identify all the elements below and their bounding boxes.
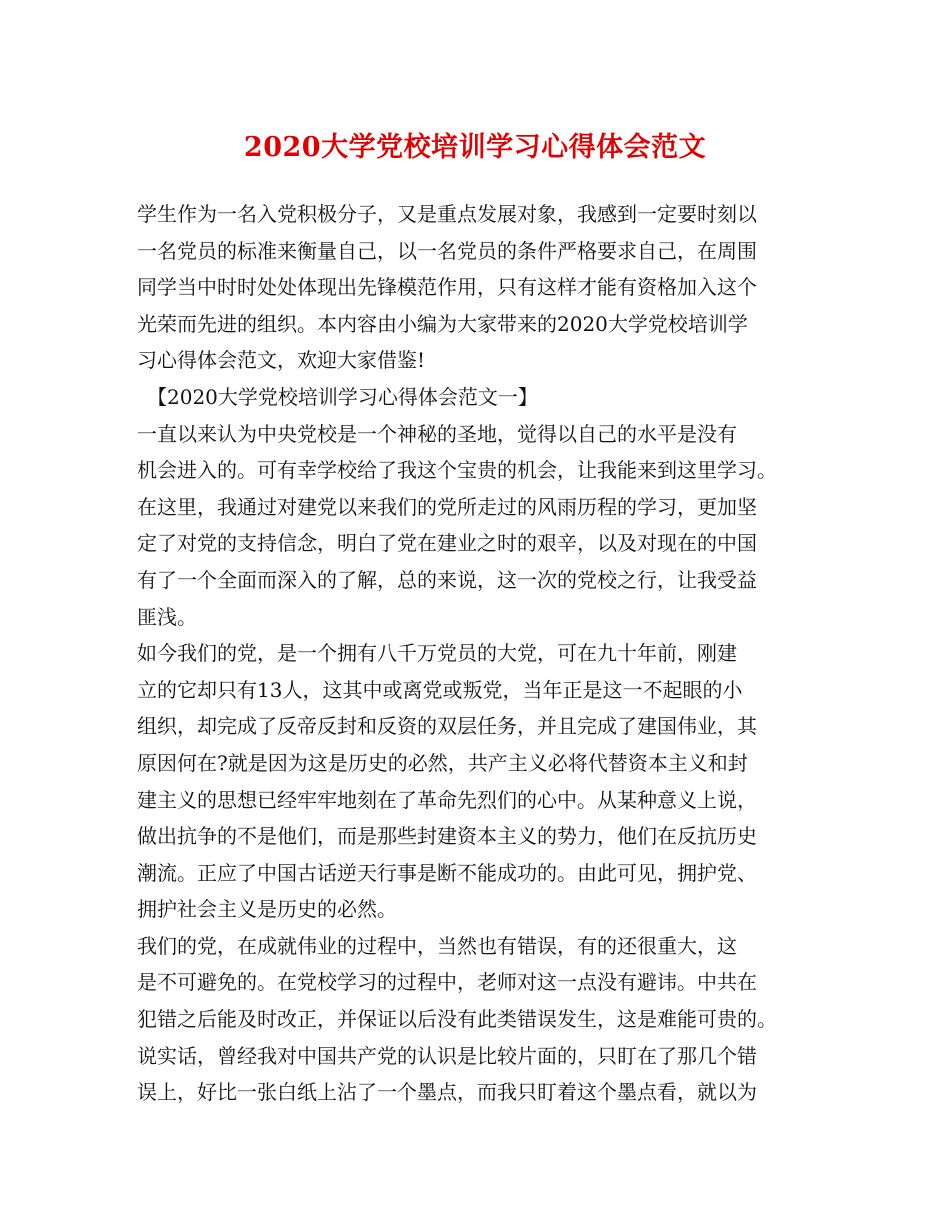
text-line: 一直以来认为中央党校是一个神秘的圣地，觉得以自己的水平是没有 xyxy=(137,421,737,446)
text-line: 一名党员的标准来衡量自己，以一名党员的条件严格要求自己，在周围 xyxy=(137,238,757,263)
text-line: 说实话，曾经我对中国共产党的认识是比较片面的，只盯在了那几个错 xyxy=(137,1043,757,1068)
text-line: 拥护社会主义是历史的必然。 xyxy=(137,897,397,922)
text-line: 原因何在?就是因为这是历史的必然，共产主义必将代替资本主义和封 xyxy=(137,750,748,775)
text-line: 光荣而先进的组织。本内容由小编为大家带来的2020大学党校培训学 xyxy=(137,311,748,336)
text-line: 在这里，我通过对建党以来我们的党所走过的风雨历程的学习，更加坚 xyxy=(137,494,757,519)
text-line: 做出抗争的不是他们，而是那些封建资本主义的势力，他们在反抗历史 xyxy=(137,824,757,849)
text-line: 我们的党，在成就伟业的过程中，当然也有错误，有的还很重大，这 xyxy=(137,933,737,958)
text-line: 习心得体会范文，欢迎大家借鉴! xyxy=(137,348,426,373)
text-line: 定了对党的支持信念，明白了党在建业之时的艰辛，以及对现在的中国 xyxy=(137,531,757,556)
text-line: 匪浅。 xyxy=(137,604,197,629)
text-line: 是不可避免的。在党校学习的过程中，老师对这一点没有避讳。中共在 xyxy=(137,970,757,995)
text-line: 犯错之后能及时改正，并保证以后没有此类错误发生，这是难能可贵的。 xyxy=(137,1007,777,1032)
text-line: 立的它却只有13人，这其中或离党或叛党，当年正是这一不起眼的小 xyxy=(137,677,743,702)
text-line: 学生作为一名入党积极分子，又是重点发展对象，我感到一定要时刻以 xyxy=(137,202,757,226)
section-heading: 【2020大学党校培训学习心得体会范文一】 xyxy=(137,384,538,409)
document-body xyxy=(137,196,837,1111)
text-line: 误上，好比一张白纸上沾了一个墨点，而我只盯着这个墨点看，就以为 xyxy=(137,1080,757,1105)
text-line: 有了一个全面而深入的了解，总的来说，这一次的党校之行，让我受益 xyxy=(137,567,757,592)
text-line: 同学当中时时处处体现出先锋模范作用，只有这样才能有资格加入这个 xyxy=(137,275,757,300)
document-title: 2020大学党校培训学习心得体会范文 xyxy=(243,132,707,163)
text-line: 建主义的思想已经牢牢地刻在了革命先烈们的心中。从某种意义上说， xyxy=(137,787,757,812)
text-line: 组织，却完成了反帝反封和反资的双层任务，并且完成了建国伟业，其 xyxy=(137,714,757,739)
text-line: 如今我们的党，是一个拥有八千万党员的大党，可在九十年前，刚建 xyxy=(137,641,737,666)
text-line: 机会进入的。可有幸学校给了我这个宝贵的机会，让我能来到这里学习。 xyxy=(137,458,777,483)
text-line: 潮流。正应了中国古话逆天行事是断不能成功的。由此可见，拥护党、 xyxy=(137,860,757,885)
